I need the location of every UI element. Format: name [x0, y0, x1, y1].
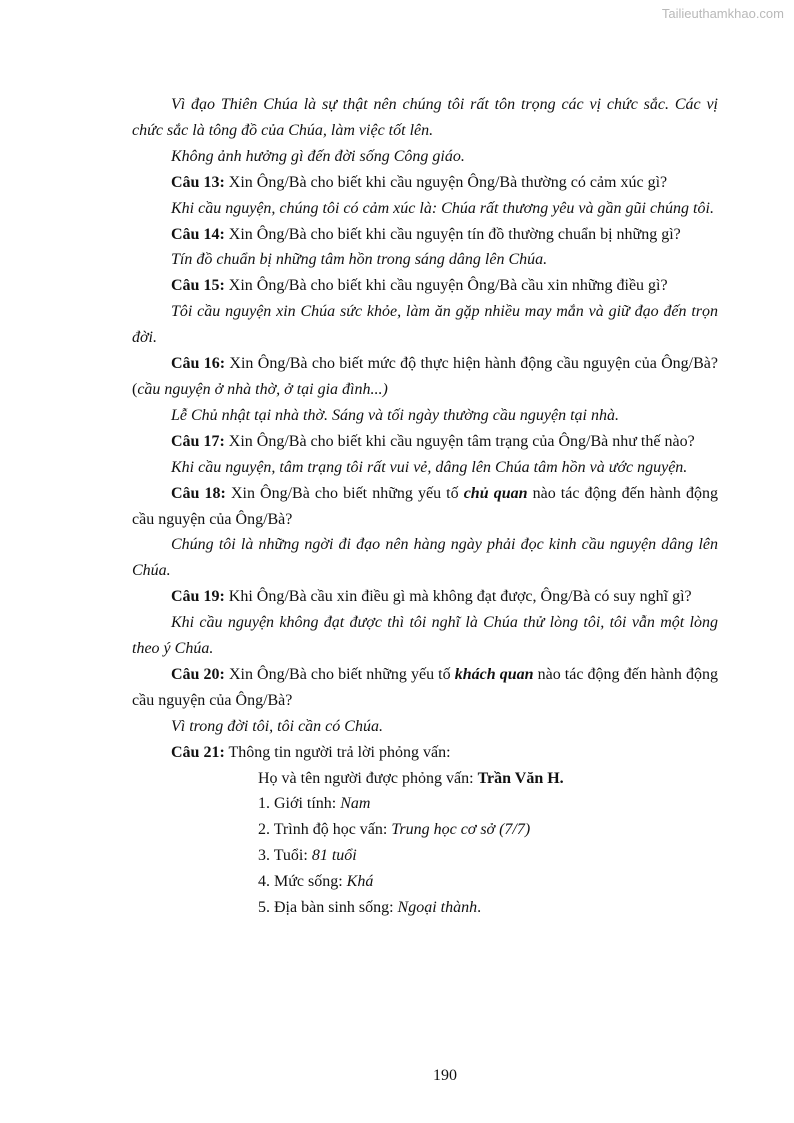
- question-label: Câu 14:: [171, 225, 225, 243]
- answer-16: Lễ Chủ nhật tại nhà thờ. Sáng và tối ngày thường cầu nguyện tại nhà.: [171, 406, 619, 424]
- question-19: [132, 584, 718, 610]
- question-label: Câu 17:: [171, 432, 225, 450]
- watermark: Tailieuthamkhao.com: [661, 6, 784, 21]
- question-text: Xin Ông/Bà cho biết những yếu tố: [225, 484, 464, 502]
- answer-paragraph: Không ảnh hưởng gì đến đời sống Công giáo.: [171, 147, 465, 165]
- question-17: [132, 429, 718, 455]
- question-text: nào tác động đến hành động cầu nguyện của Ông/Bà?: [132, 484, 719, 528]
- respondent-gender: [132, 791, 718, 817]
- punctuation: .: [477, 899, 482, 917]
- answer-19: Khi cầu nguyện không đạt được thì tôi nghĩ là Chúa thử lòng tôi, tôi vẫn một lòng theo ý Chúa.: [132, 614, 718, 658]
- question-note: cầu nguyện ở nhà thờ, ở tại gia đình...): [137, 380, 388, 398]
- question-21: [132, 740, 718, 766]
- question-text: Khi Ông/Bà cầu xin điều gì mà không đạt được, Ông/Bà có suy nghĩ gì?: [224, 588, 692, 606]
- field-value: Khá: [346, 873, 374, 891]
- question-label: Câu 21:: [171, 743, 225, 761]
- question-label: Câu 19:: [171, 588, 225, 606]
- question-20: [132, 662, 718, 714]
- field-value: Ngoại thành: [397, 899, 478, 917]
- answer-14: Tín đồ chuẩn bị những tâm hồn trong sáng dâng lên Chúa.: [171, 251, 548, 269]
- field-value: Trung học cơ sở (7/7): [391, 821, 531, 839]
- respondent-area: [132, 895, 718, 921]
- field-label: 4. Mức sống:: [258, 873, 347, 891]
- question-text: Xin Ông/Bà cho biết khi cầu nguyện Ông/Bà thường có cảm xúc gì?: [224, 173, 668, 191]
- question-text: Xin Ông/Bà cho biết những yếu tố: [224, 665, 455, 683]
- question-text: Xin Ông/Bà cho biết khi cầu nguyện tín đồ thường chuẩn bị những gì?: [224, 225, 681, 243]
- respondent-age: [132, 843, 718, 869]
- question-text: Xin Ông/Bà cho biết khi cầu nguyện Ông/Bà cầu xin những điều gì?: [224, 277, 668, 295]
- field-label: 2. Trình độ học vấn:: [258, 821, 392, 839]
- page-number: 190: [433, 1067, 457, 1084]
- field-label: Họ và tên người được phỏng vấn:: [258, 769, 478, 787]
- question-label: Câu 15:: [171, 277, 225, 295]
- question-label: Câu 16:: [171, 355, 226, 373]
- question-13: [132, 170, 718, 196]
- field-value: Nam: [340, 795, 371, 813]
- document-body: [132, 92, 718, 921]
- answer-13: Khi cầu nguyện, chúng tôi có cảm xúc là: Chúa rất thương yêu và gần gũi chúng tôi.: [171, 199, 714, 217]
- emphasis: khách quan: [454, 665, 534, 683]
- question-text: Xin Ông/Bà cho biết khi cầu nguyện tâm trạng của Ông/Bà như thế nào?: [224, 432, 695, 450]
- respondent-name: [132, 766, 718, 792]
- answer-18: Chúng tôi là những ngời đi đạo nên hàng ngày phải đọc kinh cầu nguyện dâng lên Chúa.: [132, 536, 718, 580]
- question-label: Câu 20:: [171, 665, 225, 683]
- answer-paragraph: Vì đạo Thiên Chúa là sự thật nên chúng tôi rất tôn trọng các vị chức sắc. Các vị chức sắc là tông đồ của Chúa, làm việc tốt lên.: [132, 96, 718, 139]
- field-label: 3. Tuổi:: [258, 847, 312, 865]
- answer-20: Vì trong đời tôi, tôi cần có Chúa.: [171, 717, 383, 735]
- answer-15: Tôi cầu nguyện xin Chúa sức khỏe, làm ăn gặp nhiều may mắn và giữ đạo đến trọn đời.: [132, 303, 718, 347]
- question-text: Thông tin người trả lời phỏng vấn:: [224, 743, 451, 761]
- respondent-living-standard: [132, 869, 718, 895]
- question-16: [132, 351, 718, 403]
- question-label: Câu 18:: [171, 484, 226, 502]
- field-label: 1. Giới tính:: [258, 795, 341, 813]
- question-text: Xin Ông/Bà cho biết mức độ thực hiện hành động cầu nguyện của Ông/Bà? (: [132, 355, 718, 398]
- respondent-education: [132, 817, 718, 843]
- question-14: [132, 222, 718, 248]
- field-label: 5. Địa bàn sinh sống:: [258, 899, 398, 917]
- question-15: [132, 273, 718, 299]
- field-value: Trần Văn H.: [477, 769, 564, 787]
- question-text: nào tác động đến hành động cầu nguyện của Ông/Bà?: [132, 665, 719, 709]
- question-label: Câu 13:: [171, 173, 225, 191]
- emphasis: chủ quan: [463, 484, 528, 502]
- field-value: 81 tuổi: [311, 847, 357, 865]
- answer-17: Khi cầu nguyện, tâm trạng tôi rất vui vẻ, dâng lên Chúa tâm hồn và ước nguyện.: [171, 458, 688, 476]
- question-18: [132, 481, 718, 533]
